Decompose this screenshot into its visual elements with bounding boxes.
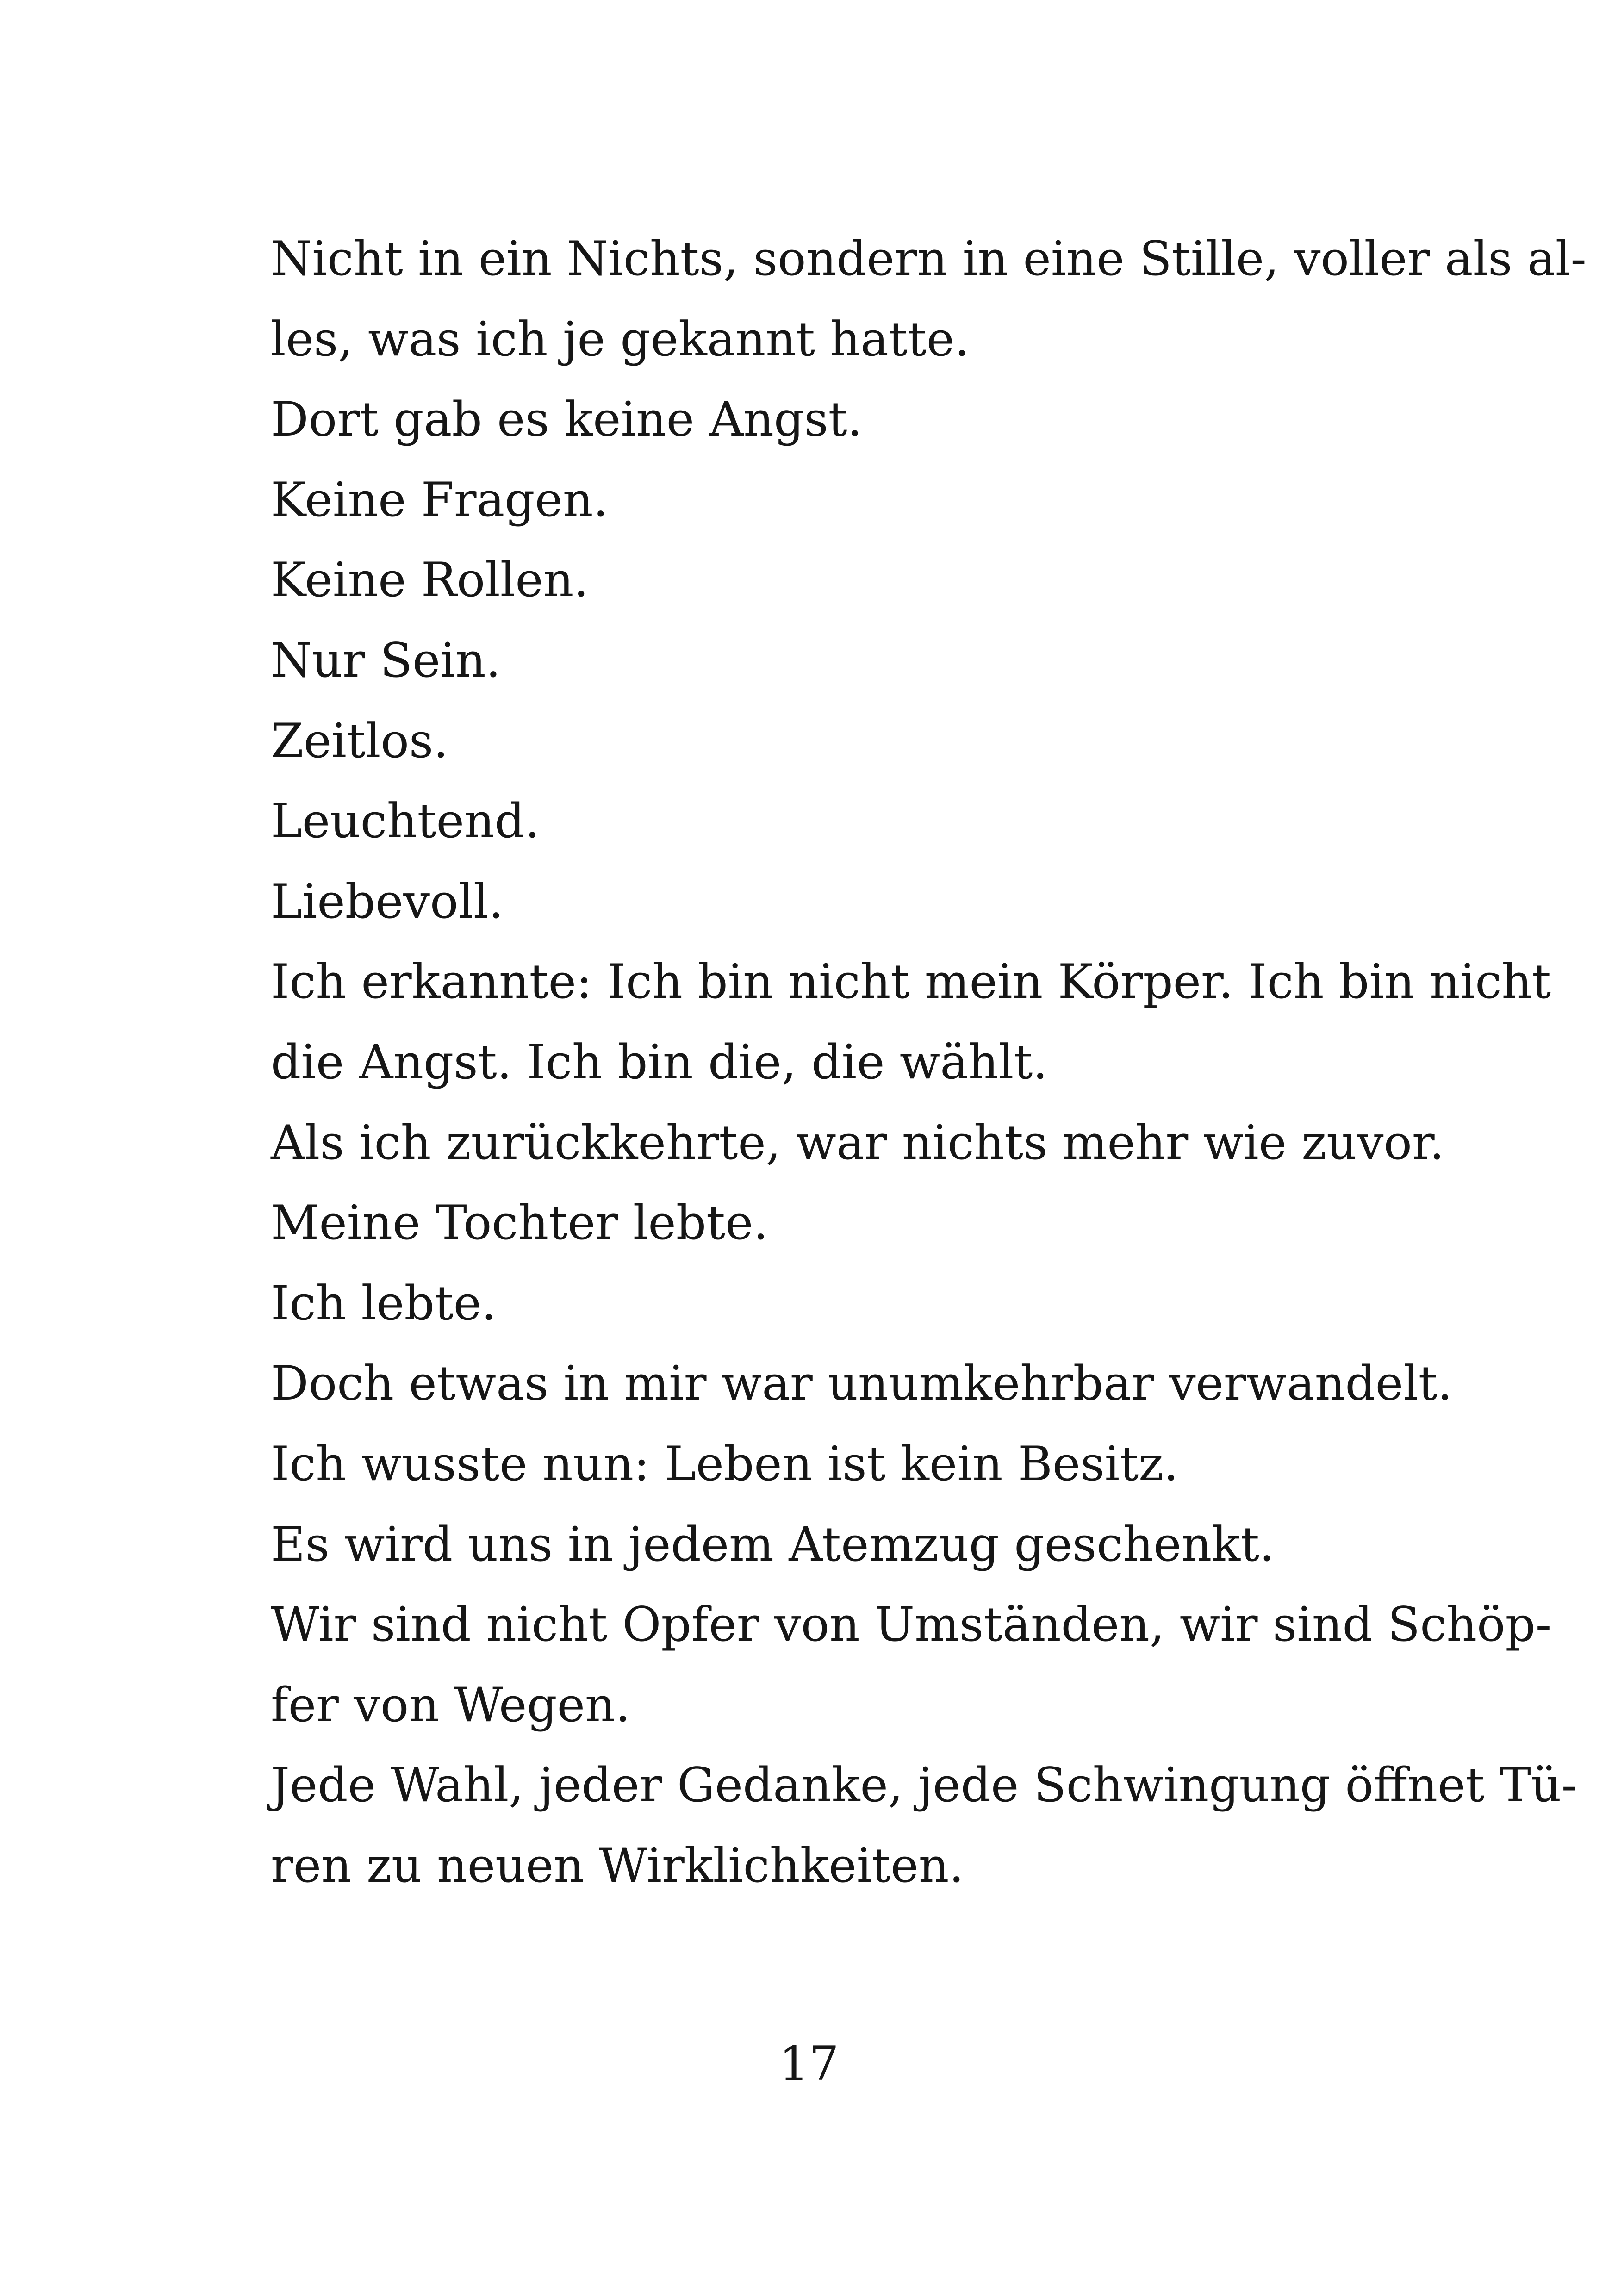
text-line: Keine Fragen. <box>271 472 609 528</box>
text-line: Meine Tochter lebte. <box>271 1195 768 1251</box>
text-line: Als ich zurückkehrte, war nichts mehr wie zuvor. <box>271 1115 1444 1170</box>
text-line: les, was ich je gekannt hatte. <box>271 311 970 367</box>
text-line: Nur Sein. <box>271 633 501 688</box>
text-line: Jede Wahl, jeder Gedanke, jede Schwingung öffnet Tü- <box>271 1758 1578 1813</box>
text-line: Dort gab es keine Angst. <box>271 392 862 448</box>
text-line: Wir sind nicht Opfer von Umständen, wir sind Schöp- <box>271 1597 1552 1653</box>
text-line: Es wird uns in jedem Atemzug geschenkt. <box>271 1517 1275 1572</box>
text-line: Nicht in ein Nichts, sondern in eine Stille, voller als al- <box>271 231 1587 286</box>
text-line: Leuchtend. <box>271 794 540 849</box>
text-line: Ich lebte. <box>271 1276 497 1331</box>
text-line: Ich wusste nun: Leben ist kein Besitz. <box>271 1436 1179 1492</box>
text-line: Zeitlos. <box>271 713 448 769</box>
text-line: fer von Wegen. <box>271 1677 631 1733</box>
text-line: Ich erkannte: Ich bin nicht mein Körper. Ich bin nicht <box>271 954 1551 1010</box>
text-line: Liebevoll. <box>271 874 504 929</box>
body-text <box>271 219 1587 1906</box>
text-line: Keine Rollen. <box>271 553 589 608</box>
text-line: ren zu neuen Wirklichkeiten. <box>271 1838 964 1893</box>
text-line: die Angst. Ich bin die, die wählt. <box>271 1034 1048 1090</box>
text-line: Doch etwas in mir war unumkehrbar verwandelt. <box>271 1356 1453 1412</box>
page-number: 17 <box>779 2036 839 2091</box>
